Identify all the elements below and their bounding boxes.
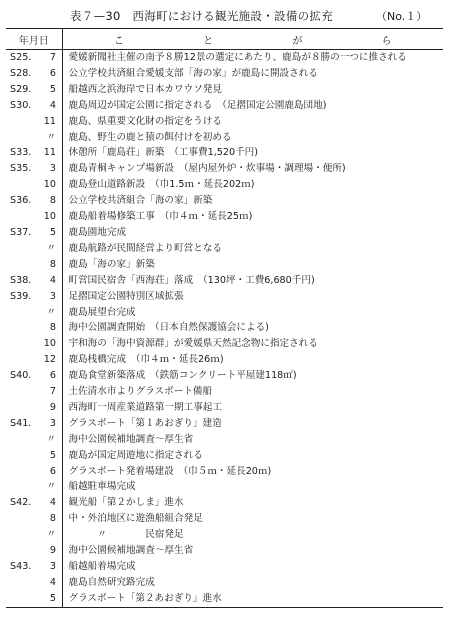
event-description: 〃 民宿発足 [68,529,184,541]
event-description: 海中公園候補地調査～厚生省 [68,433,194,445]
event-description: 鹿島船着場修築工事 （巾４ｍ・延長25ｍ) [68,211,253,223]
table-row [6,400,443,416]
table-row [6,50,443,66]
date-cell [6,82,62,98]
event-description: グラスボート「第２あおぎり」進水 [62,591,443,607]
month-label: 〃 [46,131,56,143]
date-cell [6,543,62,559]
table-row [6,575,443,591]
date-cell [6,66,62,82]
event-description: 船越西之浜海岸で日本カワウソ発見 [68,83,222,95]
event-description: 鹿島航路が民間経営より町営となる [68,242,222,254]
event-description: グラスボート「第１あおぎり」建造 [68,417,222,429]
month-label: 〃 [46,306,56,318]
event-description: グラスボート発着場建設 （巾５ｍ・延長20ｍ) [68,465,272,477]
table-row [6,161,443,177]
date-cell [6,432,62,448]
date-cell [6,400,62,416]
month-label: 8 [49,322,56,334]
event-description: 鹿島周辺が国定公園に指定される （足摺国定公園鹿島団地) [68,99,327,111]
date-cell [6,114,62,130]
event-description: 船越駐車場完成 [68,481,136,493]
event-description: 船越船着場完成 [68,561,136,572]
table-row [6,368,443,384]
table-row [6,320,443,336]
event-description: 宇和海の「海中資源群」が愛媛県天然記念物に指定される [68,338,318,350]
table-row [6,193,443,209]
table-row [6,511,443,527]
date-cell [6,352,62,368]
table-row [6,448,443,464]
table-row [6,479,443,495]
month-label: 8 [49,195,56,207]
year-label: S33. [10,147,32,159]
year-label: S35. [10,163,32,175]
event-description: 西海町一周産業道路第一期工事起工 [68,401,222,413]
event-description: 中・外泊地区に遊漁船組合発足 [68,513,203,525]
year-label: S42. [10,497,32,509]
event-description: 鹿島、県重要文化財の指定をうける [68,115,222,127]
date-cell [6,50,62,66]
table-row [6,352,443,368]
table-body [6,50,443,608]
table-row [6,464,443,480]
event-description: 鹿島青桐キャンプ場新設 （屋内屋外炉・炊事場・調理場・便所) [68,163,346,175]
table-row [6,257,443,273]
event-description: 観光船「第２かしま」進水 [68,497,184,509]
date-cell [6,177,62,193]
month-label: 6 [49,370,56,382]
month-label: 〃 [46,433,56,445]
month-label: 4 [49,274,56,286]
table-row [6,559,443,575]
month-label: 9 [49,401,56,413]
date-cell [6,384,62,400]
table-row [6,416,443,432]
date-cell [6,559,62,575]
description-column-header: こ と が ら [62,29,443,50]
table-row [6,225,443,241]
date-cell [6,289,62,305]
date-cell [6,145,62,161]
table-header-row [6,29,443,50]
date-cell [6,193,62,209]
year-label: S40. [10,370,32,382]
table-row [6,98,443,114]
date-cell [6,575,62,591]
date-cell [6,305,62,321]
year-label: S29. [10,83,32,95]
page-number: （No.１） [376,10,428,23]
month-label: 11 [43,147,56,159]
table-row [6,495,443,511]
table-title: 表７—30 西海町における観光施設・設備の拡充 [70,9,334,23]
date-cell [6,511,62,527]
month-label: 3 [49,417,56,429]
table-row [6,177,443,193]
month-label: 〃 [46,529,56,541]
table-row [6,130,443,146]
date-cell [6,241,62,257]
table-row [6,114,443,130]
month-label: 11 [43,115,56,127]
date-cell [6,161,62,177]
date-cell [6,464,62,480]
year-label: S36. [10,195,32,207]
event-description: 鹿島園地完成 [68,226,127,238]
year-label: S41. [10,417,32,429]
date-cell [6,273,62,289]
event-description: 足摺国定公園特別区域拡張 [68,290,184,302]
date-cell [6,527,62,543]
event-description: 鹿島桟橋完成 （巾４ｍ・延長26ｍ) [68,354,224,366]
event-description: 鹿島、野生の鹿と猿の餌付けを初める [68,131,232,143]
table-row [6,66,443,82]
month-label: 6 [49,67,56,79]
table-row [6,145,443,161]
year-label: S25. [10,52,32,63]
event-description: 鹿島「海の家」新築 [68,258,155,270]
table-row [6,305,443,321]
table-row [6,432,443,448]
year-label: S28. [10,67,32,79]
table-row [6,336,443,352]
date-cell [6,257,62,273]
table-row [6,543,443,559]
year-label: S38. [10,274,32,286]
event-description: 鹿島登山道路新設 （巾1.5ｍ・延長202ｍ) [68,179,255,191]
table-title-bar [0,8,449,26]
month-label: 3 [49,561,56,572]
event-description: 鹿島食堂新築落成 （鉄筋コンクリート平屋建118㎡) [68,370,297,382]
event-description: 休憩所「鹿島荘」新築 （工事費1,520千円) [68,147,259,159]
month-label: 10 [43,338,56,350]
event-description: 鹿島自然研究路完成 [68,576,155,588]
month-label: 5 [49,592,56,604]
month-label: 3 [49,290,56,302]
event-description: 海中公園調査開始 （日本自然保護協会による) [68,322,269,334]
month-label: 5 [49,449,56,461]
month-label: 12 [43,354,56,366]
month-label: 5 [49,226,56,238]
year-label: S30. [10,99,32,111]
month-label: 8 [49,258,56,270]
date-cell [6,479,62,495]
month-label: 6 [49,465,56,477]
event-description: 鹿島が国定周遊地に指定される [68,449,203,461]
table-row [6,241,443,257]
month-label: 9 [49,545,56,557]
month-label: 7 [49,52,56,63]
table-row [6,209,443,225]
table-row [6,527,443,543]
month-label: 10 [43,211,56,223]
table-row [6,273,443,289]
table-row [6,289,443,305]
year-label: S37. [10,226,32,238]
event-description: 公立学校共済組合愛媛支部「海の家」が鹿島に開設される [68,67,318,79]
table-row [6,384,443,400]
year-label: S39. [10,290,32,302]
date-cell [6,130,62,146]
date-cell [6,336,62,352]
event-description: 土佐清水市よりグラスボート備船 [68,386,213,398]
table-row [6,591,443,607]
event-description: 公立学校共済組合「海の家」新築 [68,195,213,207]
month-label: 4 [49,497,56,509]
event-description: 愛媛新聞社主催の南予８勝12景の選定にあたり、鹿島が８勝の一つに推される [68,52,407,63]
month-label: 4 [49,576,56,588]
month-label: 8 [49,513,56,525]
month-label: 7 [49,386,56,398]
month-label: 10 [43,179,56,191]
date-cell [6,368,62,384]
date-cell [6,416,62,432]
month-label: 4 [49,99,56,111]
event-description: 海中公園候補地調査～厚生省 [68,545,194,557]
month-label: 5 [49,83,56,95]
month-label: 〃 [46,242,56,254]
date-cell [6,225,62,241]
history-table [6,28,443,608]
year-label: S43. [10,561,32,572]
table-row [6,82,443,98]
date-cell [6,591,62,607]
date-cell [6,320,62,336]
month-label: 3 [49,163,56,175]
date-cell [6,495,62,511]
month-label: 〃 [46,481,56,493]
event-description: 町営国民宿舎「西海荘」落成 （130坪・工費6,680千円) [68,274,315,286]
event-description: 鹿島展望台完成 [68,306,136,318]
date-cell [6,209,62,225]
date-cell [6,448,62,464]
date-column-header: 年月日 [6,29,62,50]
date-cell [6,98,62,114]
